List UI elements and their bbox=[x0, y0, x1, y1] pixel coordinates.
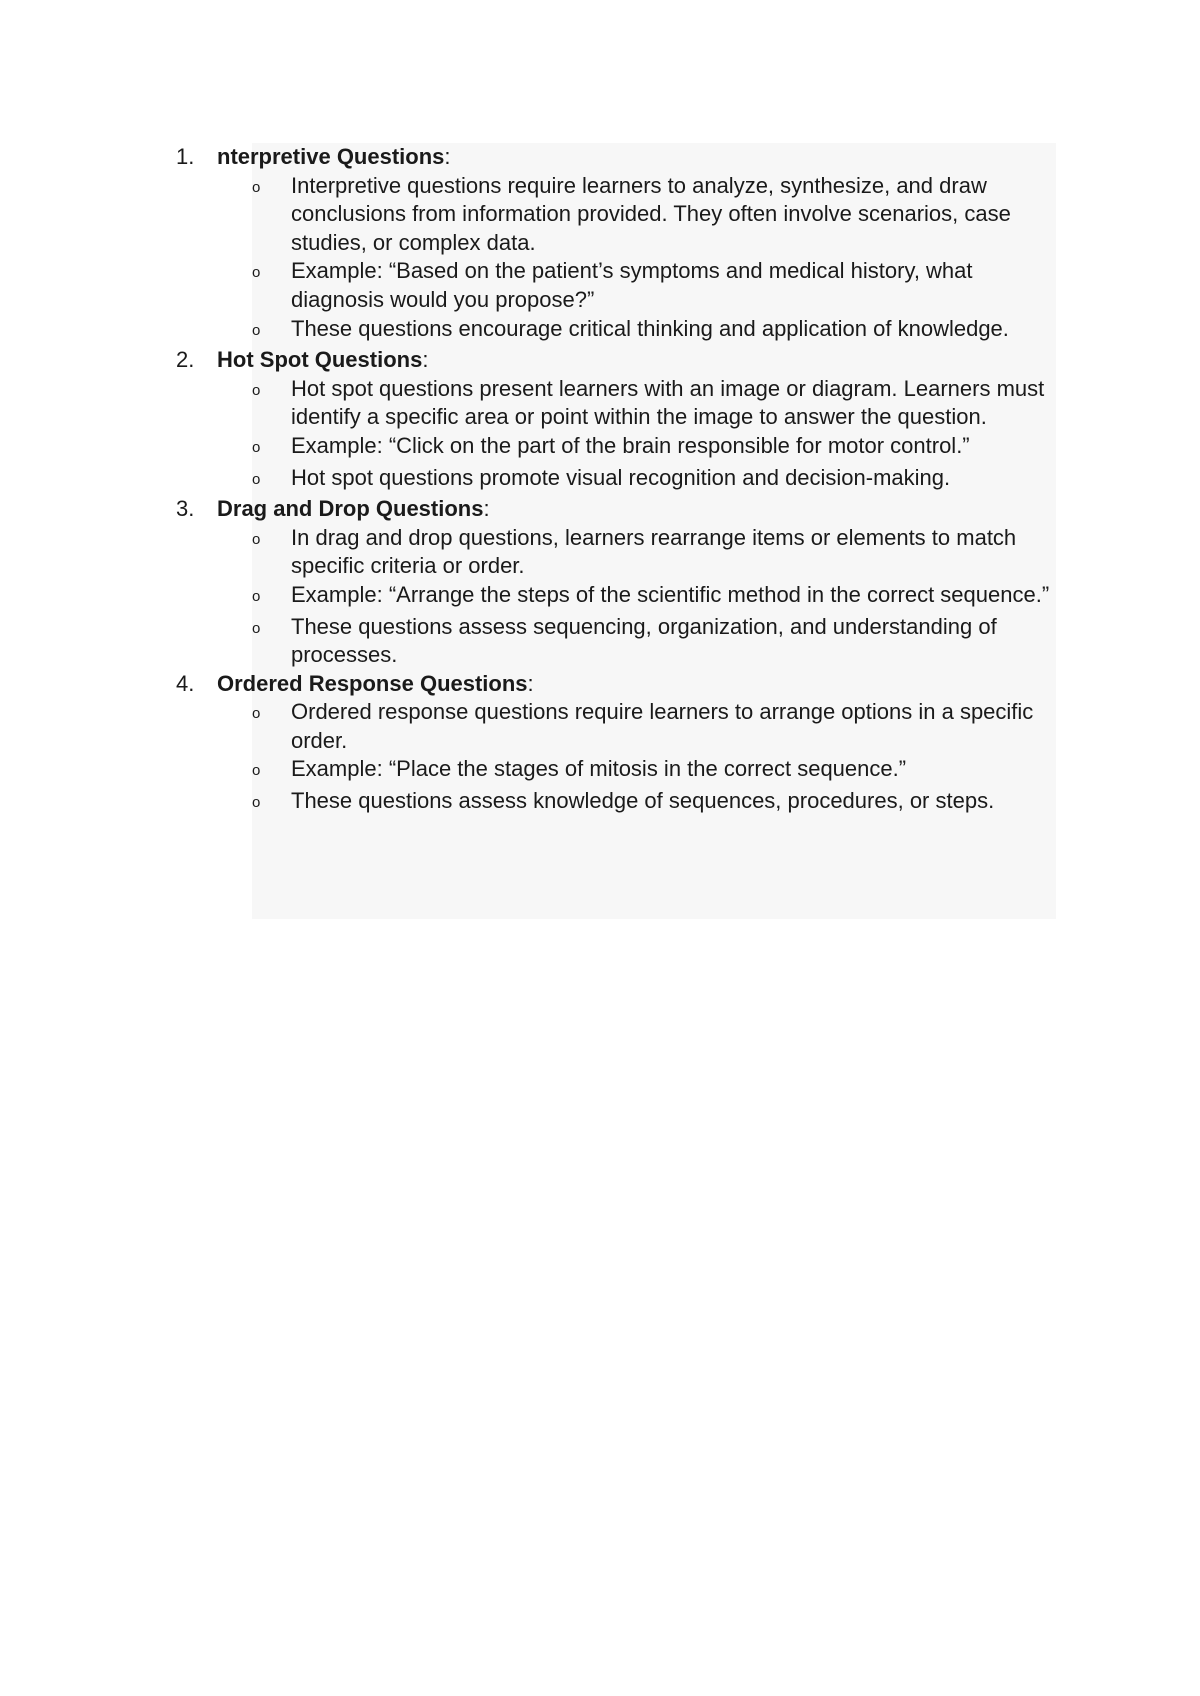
question-type-heading bbox=[176, 346, 1056, 375]
list-item bbox=[252, 375, 1056, 432]
list-item bbox=[252, 432, 1056, 464]
circle-bullet-icon: o bbox=[252, 321, 261, 339]
bullet-list bbox=[176, 172, 1056, 347]
bullet-text: Hot spot questions promote visual recognition and decision-making. bbox=[291, 464, 951, 490]
question-type-title: nterpretive Questions bbox=[217, 144, 445, 169]
list-number: 4. bbox=[176, 670, 195, 696]
bullet-list bbox=[176, 375, 1056, 495]
bullet-text: Example: “Arrange the steps of the scientific method in the correct sequence.” bbox=[291, 581, 1050, 607]
bullet-text: Interpretive questions require learners to analyze, synthesize, and draw conclusions from information provided. They often involve scenarios, case studies, or complex data. bbox=[291, 172, 1011, 255]
question-type-heading bbox=[176, 143, 1056, 172]
circle-bullet-icon: o bbox=[252, 381, 261, 399]
circle-bullet-icon: o bbox=[252, 438, 261, 456]
list-item bbox=[252, 524, 1056, 581]
list-item bbox=[252, 315, 1056, 347]
list-number: 1. bbox=[176, 144, 195, 169]
bullet-text: Example: “Place the stages of mitosis in the correct sequence.” bbox=[291, 756, 907, 782]
circle-bullet-icon: o bbox=[252, 762, 261, 780]
bullet-text: In drag and drop questions, learners rearrange items or elements to match specific criteria or order. bbox=[291, 524, 1017, 579]
question-type-item bbox=[176, 670, 1056, 819]
list-item bbox=[252, 464, 1056, 496]
bullet-list bbox=[176, 698, 1056, 818]
list-item bbox=[252, 698, 1056, 755]
list-item bbox=[252, 613, 1056, 670]
question-type-list bbox=[176, 143, 1056, 819]
list-item bbox=[252, 257, 1056, 314]
bullet-text: Example: “Based on the patient’s symptoms and medical history, what diagnosis would you propose?” bbox=[291, 258, 973, 312]
question-type-title: Ordered Response Questions bbox=[217, 670, 528, 696]
circle-bullet-icon: o bbox=[252, 619, 261, 637]
circle-bullet-icon: o bbox=[252, 178, 261, 196]
document-body bbox=[176, 143, 1056, 819]
circle-bullet-icon: o bbox=[252, 264, 261, 282]
question-type-heading bbox=[176, 495, 1056, 524]
list-item bbox=[252, 581, 1056, 613]
question-type-item bbox=[176, 495, 1056, 670]
circle-bullet-icon: o bbox=[252, 587, 261, 605]
bullet-text: These questions encourage critical thinking and application of knowledge. bbox=[291, 315, 1009, 341]
title-colon: : bbox=[422, 347, 429, 373]
bullet-text: Ordered response questions require learners to arrange options in a specific order. bbox=[291, 699, 1034, 753]
title-colon: : bbox=[527, 670, 534, 696]
circle-bullet-icon: o bbox=[252, 794, 261, 812]
bullet-text: These questions assess sequencing, organization, and understanding of processes. bbox=[291, 613, 997, 668]
list-number: 2. bbox=[176, 347, 195, 373]
question-type-item bbox=[176, 143, 1056, 346]
circle-bullet-icon: o bbox=[252, 530, 261, 548]
bullet-text: Example: “Click on the part of the brain responsible for motor control.” bbox=[291, 432, 970, 458]
list-item bbox=[252, 787, 1056, 819]
list-item bbox=[252, 172, 1056, 258]
bullet-list bbox=[176, 524, 1056, 670]
bullet-text: Hot spot questions present learners with an image or diagram. Learners must identify a specific area or point within the image to answer the question. bbox=[291, 375, 1045, 430]
bullet-text: These questions assess knowledge of sequences, procedures, or steps. bbox=[291, 788, 995, 814]
title-colon: : bbox=[444, 144, 451, 169]
question-type-title: Hot Spot Questions bbox=[217, 347, 423, 373]
list-item bbox=[252, 755, 1056, 787]
question-type-title: Drag and Drop Questions bbox=[217, 496, 484, 522]
list-number: 3. bbox=[176, 496, 195, 522]
circle-bullet-icon: o bbox=[252, 470, 261, 488]
circle-bullet-icon: o bbox=[252, 705, 261, 723]
question-type-heading bbox=[176, 670, 1056, 699]
title-colon: : bbox=[483, 496, 490, 522]
question-type-item bbox=[176, 346, 1056, 495]
